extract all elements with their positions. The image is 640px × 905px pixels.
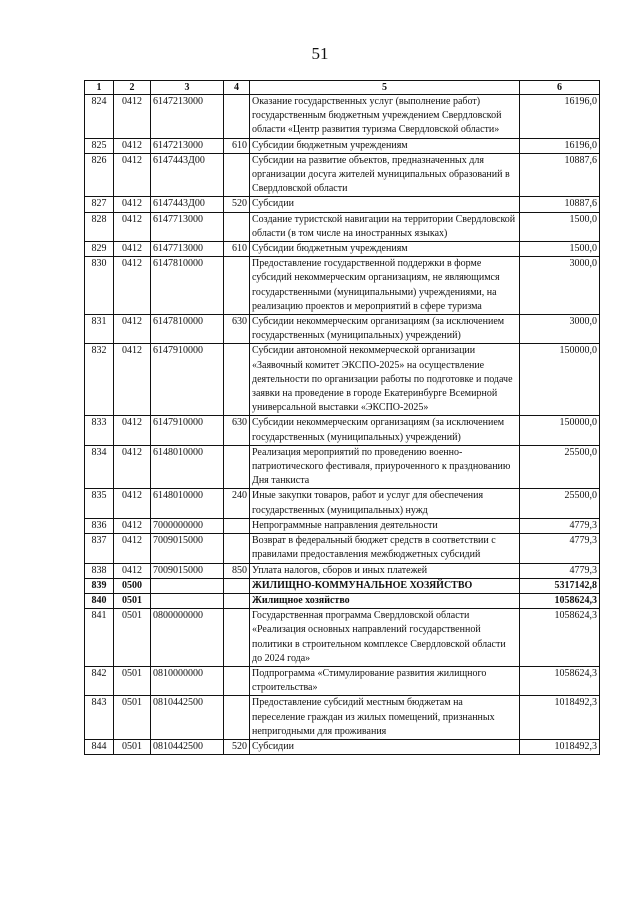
section-code: 0412 bbox=[114, 242, 151, 257]
table-row bbox=[85, 534, 600, 563]
row-name: Субсидии некоммерческим организациям (за исключением государственных (муниципальных) учреждений) bbox=[250, 315, 520, 344]
table-header-row bbox=[85, 81, 600, 95]
table-row bbox=[85, 518, 600, 533]
row-name: Создание туристской навигации на территории Свердловской области (в том числе на иностранных языках) bbox=[250, 212, 520, 241]
target-article-code: 6147713000 bbox=[151, 242, 224, 257]
expense-type-code: 610 bbox=[224, 242, 250, 257]
section-code: 0412 bbox=[114, 344, 151, 416]
row-number: 839 bbox=[85, 578, 114, 593]
table-row bbox=[85, 344, 600, 416]
row-amount: 4779,3 bbox=[520, 563, 600, 578]
row-name: Субсидии bbox=[250, 197, 520, 212]
row-name: Предоставление государственной поддержки в форме субсидий некоммерческим организациям, не являющимся государственными (муниципальными) учреждениями, на реализацию проектов и мероприятий в сфере туризма bbox=[250, 257, 520, 315]
section-code: 0412 bbox=[114, 489, 151, 518]
table-row bbox=[85, 739, 600, 754]
budget-table bbox=[84, 80, 600, 755]
row-name: Оказание государственных услуг (выполнение работ) государственным бюджетным учреждением Свердловской области «Центр развития туризма Свердловской области» bbox=[250, 95, 520, 139]
row-number: 841 bbox=[85, 609, 114, 667]
row-amount: 10887,6 bbox=[520, 153, 600, 197]
row-amount: 1058624,3 bbox=[520, 666, 600, 695]
table-row bbox=[85, 445, 600, 489]
row-amount: 1018492,3 bbox=[520, 739, 600, 754]
row-amount: 1018492,3 bbox=[520, 696, 600, 740]
table-row bbox=[85, 242, 600, 257]
expense-type-code bbox=[224, 666, 250, 695]
row-name: Государственная программа Свердловской области «Реализация основных направлений государственной политики в строительном комплексе Свердловской области до 2024 года» bbox=[250, 609, 520, 667]
row-number: 842 bbox=[85, 666, 114, 695]
table-row bbox=[85, 95, 600, 139]
row-amount: 1500,0 bbox=[520, 212, 600, 241]
table-row bbox=[85, 212, 600, 241]
target-article-code bbox=[151, 578, 224, 593]
target-article-code: 6147910000 bbox=[151, 416, 224, 445]
expense-type-code bbox=[224, 344, 250, 416]
expense-type-code: 850 bbox=[224, 563, 250, 578]
expense-type-code bbox=[224, 257, 250, 315]
row-amount: 4779,3 bbox=[520, 518, 600, 533]
table-row bbox=[85, 563, 600, 578]
section-code: 0501 bbox=[114, 739, 151, 754]
row-amount: 1058624,3 bbox=[520, 609, 600, 667]
target-article-code: 6147810000 bbox=[151, 257, 224, 315]
target-article-code: 6147910000 bbox=[151, 344, 224, 416]
row-number: 835 bbox=[85, 489, 114, 518]
row-name: ЖИЛИЩНО-КОММУНАЛЬНОЕ ХОЗЯЙСТВО bbox=[250, 578, 520, 593]
section-code: 0412 bbox=[114, 197, 151, 212]
row-amount: 16196,0 bbox=[520, 95, 600, 139]
row-number: 830 bbox=[85, 257, 114, 315]
row-name: Субсидии бюджетным учреждениям bbox=[250, 242, 520, 257]
table-row bbox=[85, 138, 600, 153]
target-article-code: 7009015000 bbox=[151, 563, 224, 578]
row-number: 836 bbox=[85, 518, 114, 533]
target-article-code: 7009015000 bbox=[151, 534, 224, 563]
row-name: Жилищное хозяйство bbox=[250, 593, 520, 608]
target-article-code: 0810442500 bbox=[151, 739, 224, 754]
section-code: 0501 bbox=[114, 609, 151, 667]
row-number: 840 bbox=[85, 593, 114, 608]
table-row bbox=[85, 197, 600, 212]
row-name: Субсидии автономной некоммерческой организации «Заявочный комитет ЭКСПО-2025» на осуществление деятельности по организации работы по подготовке и подаче заявки на проведение в городе Екатеринбурге Всемирной универсальной выставки «ЭКСПО-2025» bbox=[250, 344, 520, 416]
row-name: Субсидии bbox=[250, 739, 520, 754]
row-amount: 16196,0 bbox=[520, 138, 600, 153]
section-code: 0412 bbox=[114, 95, 151, 139]
target-article-code: 6147713000 bbox=[151, 212, 224, 241]
row-name: Субсидии некоммерческим организациям (за исключением государственных (муниципальных) учреждений) bbox=[250, 416, 520, 445]
row-amount: 1058624,3 bbox=[520, 593, 600, 608]
table-row bbox=[85, 153, 600, 197]
header-cell: 6 bbox=[520, 81, 600, 95]
row-number: 844 bbox=[85, 739, 114, 754]
row-number: 843 bbox=[85, 696, 114, 740]
target-article-code: 0810000000 bbox=[151, 666, 224, 695]
expense-type-code: 520 bbox=[224, 739, 250, 754]
row-name: Непрограммные направления деятельности bbox=[250, 518, 520, 533]
header-cell: 3 bbox=[151, 81, 224, 95]
section-code: 0501 bbox=[114, 696, 151, 740]
row-number: 826 bbox=[85, 153, 114, 197]
row-name: Иные закупки товаров, работ и услуг для обеспечения государственных (муниципальных) нужд bbox=[250, 489, 520, 518]
section-code: 0412 bbox=[114, 315, 151, 344]
row-amount: 3000,0 bbox=[520, 315, 600, 344]
section-code: 0501 bbox=[114, 593, 151, 608]
expense-type-code: 610 bbox=[224, 138, 250, 153]
section-code: 0412 bbox=[114, 138, 151, 153]
target-article-code: 6147443Д00 bbox=[151, 197, 224, 212]
row-number: 827 bbox=[85, 197, 114, 212]
expense-type-code bbox=[224, 609, 250, 667]
row-amount: 5317142,8 bbox=[520, 578, 600, 593]
table-row bbox=[85, 257, 600, 315]
target-article-code: 6147213000 bbox=[151, 95, 224, 139]
expense-type-code bbox=[224, 696, 250, 740]
expense-type-code: 630 bbox=[224, 416, 250, 445]
target-article-code: 6147213000 bbox=[151, 138, 224, 153]
expense-type-code bbox=[224, 593, 250, 608]
target-article-code: 6148010000 bbox=[151, 445, 224, 489]
row-name: Предоставление субсидий местным бюджетам на переселение граждан из жилых помещений, признанных непригодными для проживания bbox=[250, 696, 520, 740]
table-row bbox=[85, 416, 600, 445]
row-amount: 10887,6 bbox=[520, 197, 600, 212]
target-article-code: 7000000000 bbox=[151, 518, 224, 533]
row-number: 833 bbox=[85, 416, 114, 445]
section-code: 0500 bbox=[114, 578, 151, 593]
row-name: Уплата налогов, сборов и иных платежей bbox=[250, 563, 520, 578]
row-amount: 150000,0 bbox=[520, 344, 600, 416]
row-number: 824 bbox=[85, 95, 114, 139]
section-code: 0412 bbox=[114, 518, 151, 533]
section-code: 0501 bbox=[114, 666, 151, 695]
section-code: 0412 bbox=[114, 416, 151, 445]
row-number: 838 bbox=[85, 563, 114, 578]
row-number: 831 bbox=[85, 315, 114, 344]
row-amount: 150000,0 bbox=[520, 416, 600, 445]
table-row bbox=[85, 696, 600, 740]
table-row bbox=[85, 593, 600, 608]
expense-type-code: 630 bbox=[224, 315, 250, 344]
table-row bbox=[85, 666, 600, 695]
row-amount: 1500,0 bbox=[520, 242, 600, 257]
expense-type-code: 240 bbox=[224, 489, 250, 518]
expense-type-code bbox=[224, 212, 250, 241]
row-name: Субсидии на развитие объектов, предназначенных для организации досуга жителей муниципальных образований в Свердловской области bbox=[250, 153, 520, 197]
row-number: 825 bbox=[85, 138, 114, 153]
expense-type-code bbox=[224, 578, 250, 593]
row-name: Субсидии бюджетным учреждениям bbox=[250, 138, 520, 153]
row-amount: 4779,3 bbox=[520, 534, 600, 563]
section-code: 0412 bbox=[114, 212, 151, 241]
header-cell: 2 bbox=[114, 81, 151, 95]
expense-type-code bbox=[224, 153, 250, 197]
expense-type-code bbox=[224, 518, 250, 533]
row-number: 837 bbox=[85, 534, 114, 563]
expense-type-code bbox=[224, 534, 250, 563]
row-name: Подпрограмма «Стимулирование развития жилищного строительства» bbox=[250, 666, 520, 695]
row-number: 834 bbox=[85, 445, 114, 489]
target-article-code: 0810442500 bbox=[151, 696, 224, 740]
target-article-code: 0800000000 bbox=[151, 609, 224, 667]
table-row bbox=[85, 489, 600, 518]
row-name: Возврат в федеральный бюджет средств в соответствии с правилами предоставления межбюджетных субсидий bbox=[250, 534, 520, 563]
page-number: 51 bbox=[311, 44, 329, 63]
section-code: 0412 bbox=[114, 534, 151, 563]
row-amount: 3000,0 bbox=[520, 257, 600, 315]
expense-type-code bbox=[224, 95, 250, 139]
header-cell: 5 bbox=[250, 81, 520, 95]
section-code: 0412 bbox=[114, 445, 151, 489]
header-cell: 4 bbox=[224, 81, 250, 95]
row-number: 828 bbox=[85, 212, 114, 241]
target-article-code: 6148010000 bbox=[151, 489, 224, 518]
target-article-code: 6147443Д00 bbox=[151, 153, 224, 197]
expense-type-code: 520 bbox=[224, 197, 250, 212]
table-row bbox=[85, 315, 600, 344]
target-article-code bbox=[151, 593, 224, 608]
row-number: 832 bbox=[85, 344, 114, 416]
header-cell: 1 bbox=[85, 81, 114, 95]
row-amount: 25500,0 bbox=[520, 489, 600, 518]
target-article-code: 6147810000 bbox=[151, 315, 224, 344]
row-number: 829 bbox=[85, 242, 114, 257]
section-code: 0412 bbox=[114, 563, 151, 578]
expense-type-code bbox=[224, 445, 250, 489]
row-amount: 25500,0 bbox=[520, 445, 600, 489]
row-name: Реализация мероприятий по проведению военно-патриотического фестиваля, приуроченного к празднованию Дня танкиста bbox=[250, 445, 520, 489]
section-code: 0412 bbox=[114, 257, 151, 315]
section-code: 0412 bbox=[114, 153, 151, 197]
table-row bbox=[85, 578, 600, 593]
table-row bbox=[85, 609, 600, 667]
